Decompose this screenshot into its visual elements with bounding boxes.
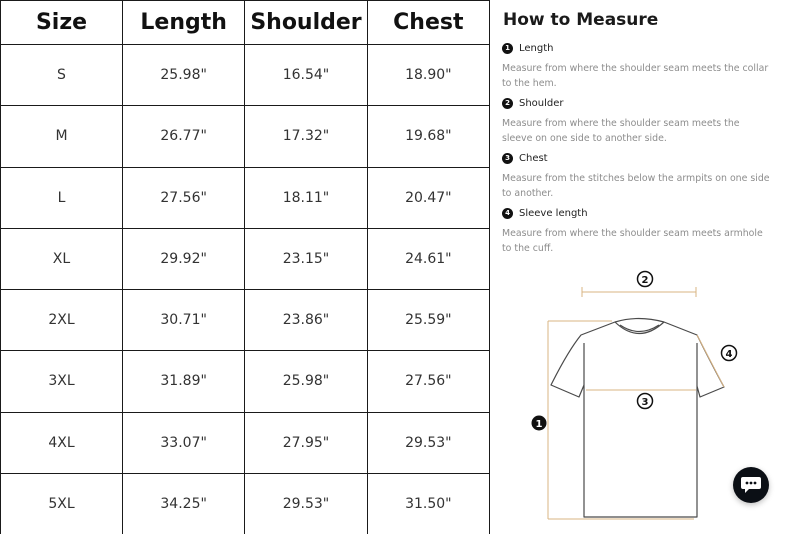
- guide-title: How to Measure: [503, 10, 659, 30]
- measure-step-sleeve: [502, 206, 772, 256]
- cell-size: S: [1, 45, 123, 106]
- cell-shoulder: 18.11": [245, 167, 367, 228]
- cell-length: 26.77": [123, 106, 245, 167]
- step-label: Sleeve length: [519, 207, 588, 219]
- tshirt-outline: [551, 319, 724, 518]
- cell-shoulder: 17.32": [245, 106, 367, 167]
- cell-length: 33.07": [123, 412, 245, 473]
- header-chest: Chest: [367, 1, 489, 45]
- measure-step-shoulder: [502, 96, 772, 146]
- step-label: Shoulder: [519, 97, 564, 109]
- svg-text:3: 3: [641, 397, 649, 408]
- step-number-badge: 4: [502, 208, 513, 219]
- cell-length: 25.98": [123, 45, 245, 106]
- table-row: [1, 412, 490, 473]
- cell-shoulder: 23.86": [245, 290, 367, 351]
- svg-text:1: 1: [535, 419, 543, 430]
- table-row: [1, 106, 490, 167]
- cell-size: 4XL: [1, 412, 123, 473]
- measure-marker-1: [532, 416, 547, 431]
- cell-shoulder: 29.53": [245, 473, 367, 534]
- measure-marker-4: [722, 346, 737, 361]
- step-description: Measure from where the shoulder seam meets the collar to the hem.: [502, 63, 769, 89]
- cell-chest: 31.50": [367, 473, 489, 534]
- measure-step-chest: [502, 151, 772, 201]
- step-description: Measure from the stitches below the armpits on one side to another.: [502, 173, 770, 199]
- table-row: [1, 290, 490, 351]
- table-row: [1, 351, 490, 412]
- cell-length: 29.92": [123, 228, 245, 289]
- cell-shoulder: 23.15": [245, 228, 367, 289]
- cell-shoulder: 25.98": [245, 351, 367, 412]
- cell-chest: 19.68": [367, 106, 489, 167]
- cell-length: 30.71": [123, 290, 245, 351]
- how-to-measure-panel: [502, 0, 794, 534]
- cell-shoulder: 27.95": [245, 412, 367, 473]
- cell-size: M: [1, 106, 123, 167]
- header-size: Size: [1, 1, 123, 45]
- cell-chest: 24.61": [367, 228, 489, 289]
- cell-size: 5XL: [1, 473, 123, 534]
- cell-chest: 25.59": [367, 290, 489, 351]
- cell-size: 3XL: [1, 351, 123, 412]
- svg-text:4: 4: [725, 349, 733, 360]
- step-number-badge: 1: [502, 43, 513, 54]
- cell-chest: 29.53": [367, 412, 489, 473]
- table-row: [1, 45, 490, 106]
- cell-chest: 20.47": [367, 167, 489, 228]
- cell-length: 31.89": [123, 351, 245, 412]
- measure-step-length: [502, 41, 772, 91]
- table-row: [1, 473, 490, 534]
- step-number-badge: 2: [502, 98, 513, 109]
- step-description: Measure from where the shoulder seam meets armhole to the cuff.: [502, 228, 763, 254]
- cell-chest: 27.56": [367, 351, 489, 412]
- step-label: Length: [519, 42, 554, 54]
- header-length: Length: [123, 1, 245, 45]
- cell-chest: 18.90": [367, 45, 489, 106]
- step-label: Chest: [519, 152, 548, 164]
- step-number-badge: 3: [502, 153, 513, 164]
- cell-size: L: [1, 167, 123, 228]
- table-row: [1, 167, 490, 228]
- measure-marker-3: [638, 394, 653, 409]
- table-header-row: [1, 1, 490, 45]
- table-row: [1, 228, 490, 289]
- measure-marker-2: [638, 272, 653, 287]
- chat-bubble-icon: [740, 476, 762, 494]
- cell-length: 34.25": [123, 473, 245, 534]
- cell-size: XL: [1, 228, 123, 289]
- cell-shoulder: 16.54": [245, 45, 367, 106]
- cell-length: 27.56": [123, 167, 245, 228]
- header-shoulder: Shoulder: [245, 1, 367, 45]
- svg-text:2: 2: [641, 275, 649, 286]
- step-description: Measure from where the shoulder seam meets the sleeve on one side to another side.: [502, 118, 740, 144]
- chat-button[interactable]: [733, 467, 769, 503]
- cell-size: 2XL: [1, 290, 123, 351]
